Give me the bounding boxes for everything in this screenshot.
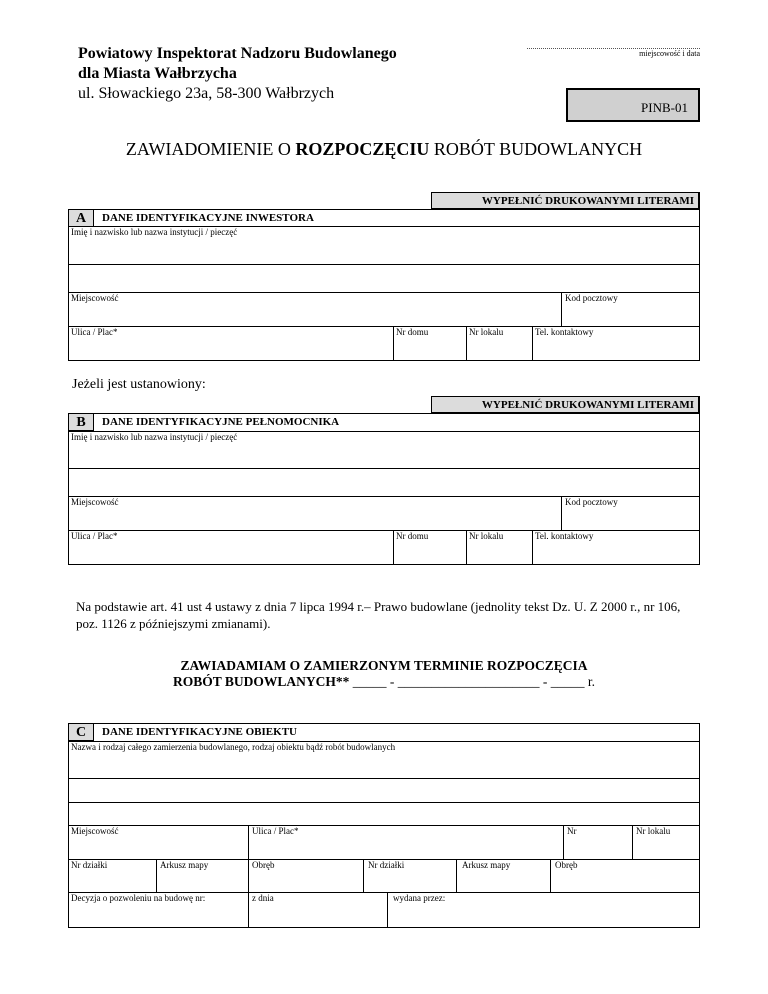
b-postal-label: Kod pocztowy xyxy=(565,497,618,507)
a-flat-label: Nr lokalu xyxy=(469,327,504,337)
title-bold: ROZPOCZĘCIU xyxy=(295,139,430,159)
section-b-title: DANE IDENTYFIKACYJNE PEŁNOMOCNIKA xyxy=(102,416,340,428)
if-established-text: Jeżeli jest ustanowiony: xyxy=(72,377,206,392)
c-date-input[interactable] xyxy=(249,903,386,927)
c-sheet1-input[interactable] xyxy=(157,870,247,891)
section-a-letter: A xyxy=(68,209,94,227)
notify-date-blanks[interactable]: _____ - _____________________ - _____ r. xyxy=(349,674,596,689)
c-sheet2-label: Arkusz mapy xyxy=(462,860,511,870)
c-flat-input[interactable] xyxy=(633,837,699,858)
b-phone-label: Tel. kontaktowy xyxy=(535,531,594,541)
legal-basis-paragraph: Na podstawie art. 41 ust 4 ustawy z dnia 7 lipca 1994 r.– Prawo budowlane (jednolity tekst Dz. U. Z 2000 r., nr 106, poz. 1126 z późniejszymi zmianami). xyxy=(76,599,681,631)
c-name-input-3[interactable] xyxy=(69,803,699,824)
a-phone-input[interactable] xyxy=(533,338,699,360)
b-house-label: Nr domu xyxy=(396,531,429,541)
c-issued-label: wydana przez: xyxy=(393,893,446,903)
c-decision-label: Decyzja o pozwoleniu na budowę nr: xyxy=(71,893,206,903)
b-street-label: Ulica / Plac* xyxy=(71,531,118,541)
a-postal-input[interactable] xyxy=(562,303,699,325)
a-house-input[interactable] xyxy=(394,338,464,360)
c-name-label: Nazwa i rodzaj całego zamierzenia budowlanego, rodzaj obiektu bądź robót budowlanych xyxy=(71,742,396,752)
a-street-label: Ulica / Plac* xyxy=(71,327,118,337)
form-title xyxy=(0,139,768,160)
form-code-box xyxy=(566,88,700,122)
notify-line1: ZAWIADAMIAM O ZAMIERZONYM TERMINIE ROZPOCZĘCIA xyxy=(180,658,588,673)
place-date-label: miejscowość i data xyxy=(639,49,700,58)
org-name-line1: Powiatowy Inspektorat Nadzoru Budowlanego xyxy=(78,45,397,62)
organization-header xyxy=(78,44,397,104)
b-name-input-2[interactable] xyxy=(69,469,699,495)
section-c-letter: C xyxy=(68,723,94,741)
c-plot2-label: Nr działki xyxy=(368,860,405,870)
fill-note-b: WYPEŁNIĆ DRUKOWANYMI LITERAMI xyxy=(431,396,700,413)
a-street-input[interactable] xyxy=(69,338,392,360)
b-city-label: Miejscowość xyxy=(71,497,119,507)
c-street-input[interactable] xyxy=(249,837,562,858)
b-phone-input[interactable] xyxy=(533,542,699,564)
c-date-label: z dnia xyxy=(252,893,274,903)
notify-statement xyxy=(0,658,768,690)
fill-note-a: WYPEŁNIĆ DRUKOWANYMI LITERAMI xyxy=(431,192,700,209)
c-nr-label: Nr xyxy=(567,826,577,836)
c-plot2-input[interactable] xyxy=(364,870,455,891)
a-name-label: Imię i nazwisko lub nazwa instytucji / pieczęć xyxy=(71,227,238,237)
c-decision-input[interactable] xyxy=(69,903,247,927)
c-plot1-input[interactable] xyxy=(69,870,155,891)
b-city-input[interactable] xyxy=(69,507,560,529)
c-name-input-2[interactable] xyxy=(69,779,699,801)
notify-line2: ROBÓT BUDOWLANYCH** xyxy=(172,674,350,689)
c-precinct2-input[interactable] xyxy=(551,870,699,891)
b-name-input-1[interactable] xyxy=(69,443,699,467)
c-precinct2-label: Obręb xyxy=(555,860,578,870)
c-precinct1-label: Obręb xyxy=(252,860,275,870)
b-street-input[interactable] xyxy=(69,542,392,564)
a-name-input-2[interactable] xyxy=(69,265,699,291)
c-issued-input[interactable] xyxy=(388,903,699,927)
section-c-title: DANE IDENTYFIKACYJNE OBIEKTU xyxy=(102,726,297,738)
a-city-label: Miejscowość xyxy=(71,293,119,303)
c-sheet2-input[interactable] xyxy=(457,870,549,891)
c-city-input[interactable] xyxy=(69,837,247,858)
a-name-input-1[interactable] xyxy=(69,238,699,264)
a-phone-label: Tel. kontaktowy xyxy=(535,327,594,337)
form-code: PINB-01 xyxy=(641,100,688,115)
a-house-label: Nr domu xyxy=(396,327,429,337)
b-house-input[interactable] xyxy=(394,542,464,564)
c-sheet1-label: Arkusz mapy xyxy=(160,860,209,870)
title-suffix: ROBÓT BUDOWLANYCH xyxy=(429,139,643,159)
c-precinct1-input[interactable] xyxy=(249,870,362,891)
b-flat-input[interactable] xyxy=(467,542,531,564)
section-a-title: DANE IDENTYFIKACYJNE INWESTORA xyxy=(102,212,314,224)
c-name-input-1[interactable] xyxy=(69,753,699,777)
a-flat-input[interactable] xyxy=(467,338,531,360)
b-flat-label: Nr lokalu xyxy=(469,531,504,541)
c-nr-input[interactable] xyxy=(564,837,631,858)
a-city-input[interactable] xyxy=(69,303,560,325)
org-name-line2: dla Miasta Wałbrzycha xyxy=(78,65,237,82)
b-name-label: Imię i nazwisko lub nazwa instytucji / pieczęć xyxy=(71,432,238,442)
section-b-letter: B xyxy=(68,413,94,431)
c-street-label: Ulica / Plac* xyxy=(252,826,299,836)
c-flat-label: Nr lokalu xyxy=(636,826,671,836)
c-city-label: Miejscowość xyxy=(71,826,119,836)
c-plot1-label: Nr działki xyxy=(71,860,108,870)
b-postal-input[interactable] xyxy=(562,507,699,529)
a-postal-label: Kod pocztowy xyxy=(565,293,618,303)
title-prefix: ZAWIADOMIENIE O xyxy=(125,139,296,159)
org-address: ul. Słowackiego 23a, 58-300 Wałbrzych xyxy=(78,85,335,102)
